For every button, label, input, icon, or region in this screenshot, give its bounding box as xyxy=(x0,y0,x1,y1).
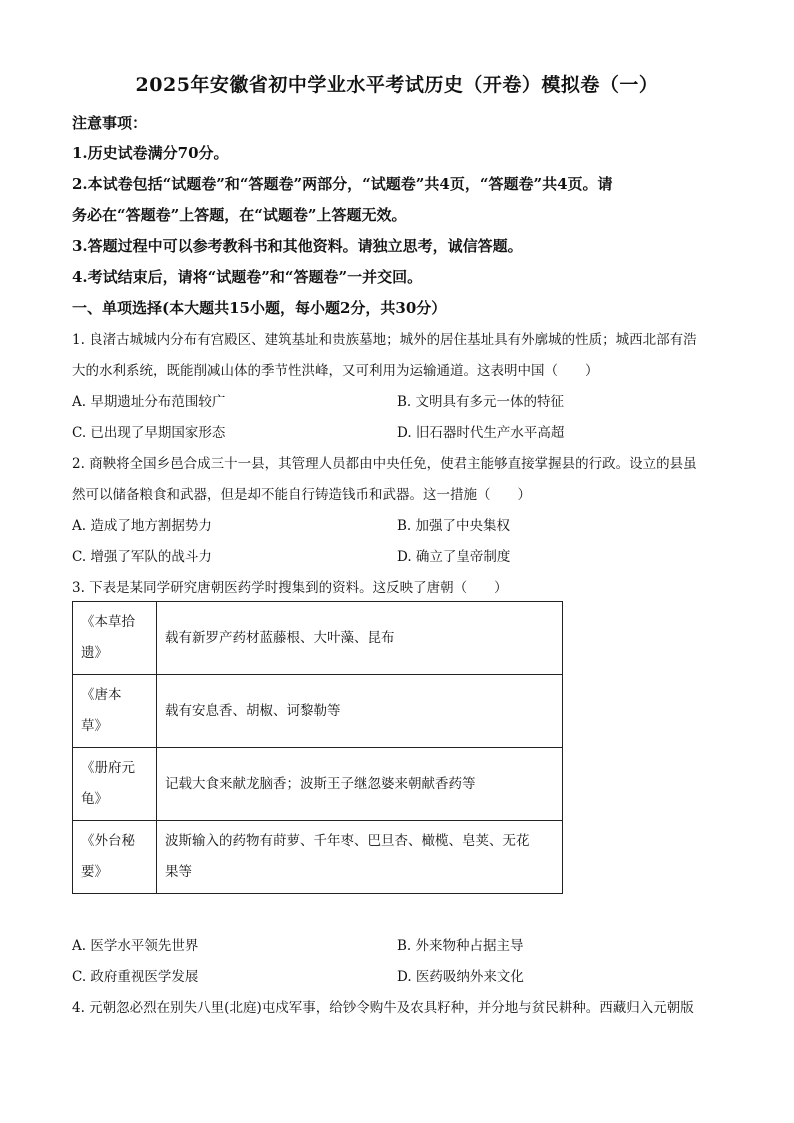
q3-stem-line-1: 3. 下表是某同学研究唐朝医药学时搜集到的资料。这反映了唐朝（ ） xyxy=(72,580,508,596)
q1-stem-line-1: 1. 良渚古城城内分布有宫殿区、建筑基址和贵族墓地；城外的居住基址具有外廓城的性质；城西北部有浩 xyxy=(72,332,697,348)
notice-item-1: 1.历史试卷满分70分。 xyxy=(72,144,229,162)
notice-item-3: 3.答题过程中可以参考教科书和其他资料。请独立思考，诚信答题。 xyxy=(72,237,523,255)
content-line-1: 记载大食来献龙脑香；波斯王子继忽婆来朝献香药等 xyxy=(165,775,476,792)
table-row xyxy=(73,748,563,821)
q1-option-c: C. 已出现了早期国家形态 xyxy=(72,425,226,441)
q3-option-a: A. 医学水平领先世界 xyxy=(72,938,199,954)
q1-option-d: D. 旧石器时代生产水平高超 xyxy=(397,425,565,441)
q1-option-a: A. 早期遗址分布范围较广 xyxy=(72,394,226,410)
table-cell-content xyxy=(157,675,563,748)
table-cell-book xyxy=(73,602,157,675)
book-name-line-1: 《外台秘 xyxy=(81,833,135,849)
book-name-line-2: 龟》 xyxy=(81,791,108,807)
table-cell-book xyxy=(73,675,157,748)
table-cell-content xyxy=(157,748,563,821)
table-cell-content xyxy=(157,602,563,675)
content-line-1: 载有安息香、胡椒、诃黎勒等 xyxy=(165,702,341,719)
page-title: 2025年安徽省初中学业水平考试历史（开卷）模拟卷（一） xyxy=(135,74,659,96)
q2-option-c: C. 增强了军队的战斗力 xyxy=(72,549,212,565)
book-name-line-1: 《本草拾 xyxy=(81,614,135,630)
q2-option-b: B. 加强了中央集权 xyxy=(397,518,511,534)
notice-item-4: 4.考试结束后，请将“试题卷”和“答题卷”一并交回。 xyxy=(72,268,423,286)
q4-stem-line-1: 4. 元朝忽必烈在别失八里(北庭)屯戍军事，给钞令购牛及农具籽种，并分地与贫民耕种。西藏归入元朝版 xyxy=(72,1000,694,1016)
table-row xyxy=(73,821,563,894)
book-name-line-1: 《唐本 xyxy=(81,687,122,703)
table-row xyxy=(73,602,563,675)
table-cell-content xyxy=(157,821,563,894)
content-line-1: 载有新罗产药材蓝藤根、大叶藻、昆布 xyxy=(165,629,395,646)
book-name-line-1: 《册府元 xyxy=(81,760,135,776)
notice-item-2-cont: 务必在“答题卷”上答题，在“试题卷”上答题无效。 xyxy=(72,206,407,224)
notice-item-2: 2.本试卷包括“试题卷”和“答题卷”两部分，“试题卷”共4页，“答题卷”共4页。请 xyxy=(72,175,613,193)
section-heading: 一、单项选择(本大题共15小题，每小题2分，共30分） xyxy=(72,299,447,317)
q3-option-c: C. 政府重视医学发展 xyxy=(72,969,199,985)
q1-stem-line-2: 大的水利系统，既能削减山体的季节性洪峰，又可利用为运输通道。这表明中国（ ） xyxy=(72,363,599,379)
q2-option-d: D. 确立了皇帝制度 xyxy=(397,549,511,565)
content-line-2: 果等 xyxy=(165,864,192,880)
table-cell-book xyxy=(73,748,157,821)
table-row xyxy=(73,675,563,748)
q1-option-b: B. 文明具有多元一体的特征 xyxy=(397,394,565,410)
book-name-line-2: 要》 xyxy=(81,864,108,880)
notice-heading: 注意事项： xyxy=(72,114,148,132)
q2-option-a: A. 造成了地方割据势力 xyxy=(72,518,212,534)
q2-stem-line-1: 2. 商鞅将全国乡邑合成三十一县，其管理人员都由中央任免，使君主能够直接掌握县的行政。设立的县虽 xyxy=(72,456,697,472)
q3-option-d: D. 医药吸纳外来文化 xyxy=(397,969,524,985)
q3-source-table xyxy=(72,601,563,894)
q3-option-b: B. 外来物种占据主导 xyxy=(397,938,524,954)
q2-stem-line-2: 然可以储备粮食和武器，但是却不能自行铸造钱币和武器。这一措施（ ） xyxy=(72,487,531,503)
content-line-1: 波斯输入的药物有莳萝、千年枣、巴旦杏、橄榄、皂荚、无花 xyxy=(165,833,530,849)
book-name-line-2: 遗》 xyxy=(81,645,108,661)
table-cell-book xyxy=(73,821,157,894)
book-name-line-2: 草》 xyxy=(81,718,108,734)
